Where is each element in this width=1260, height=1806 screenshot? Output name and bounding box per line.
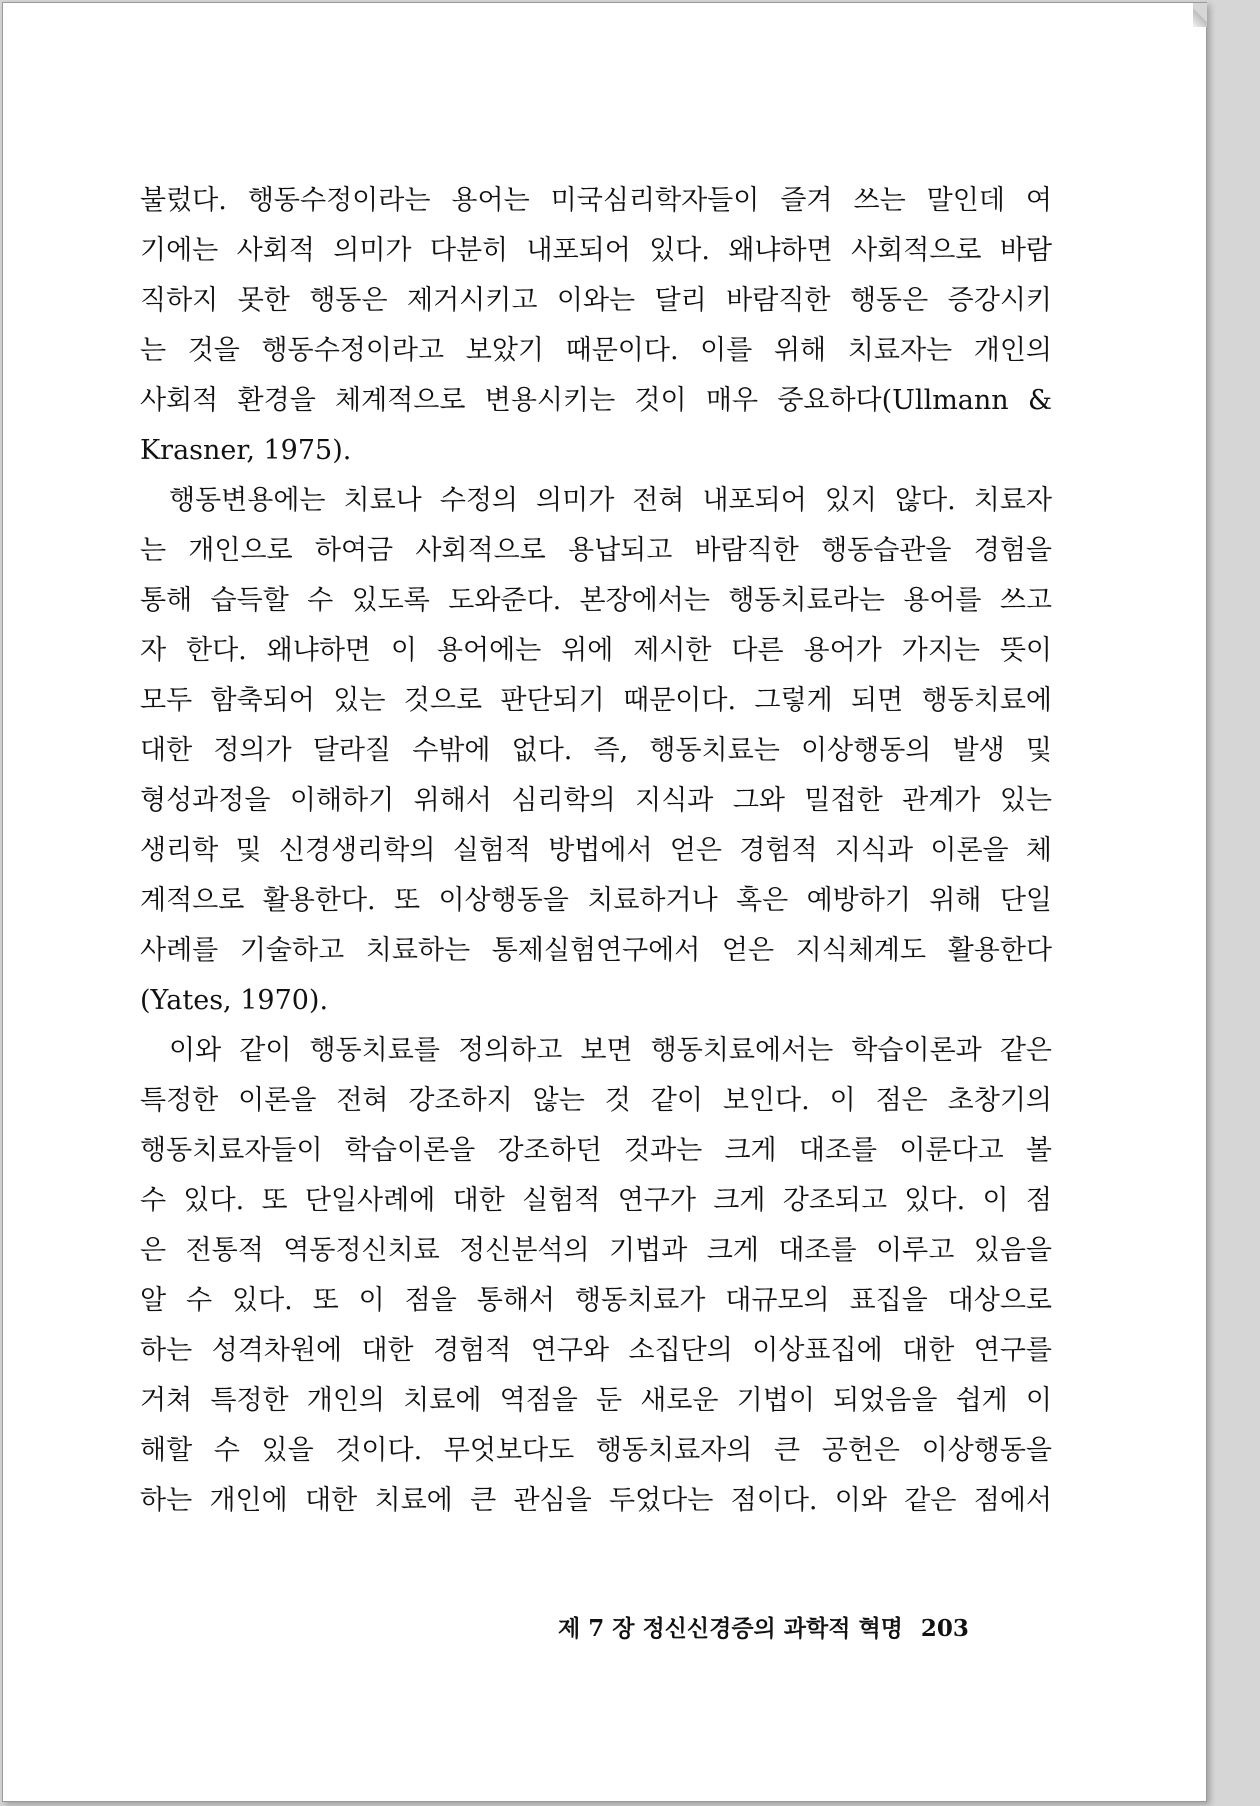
text-line: 하는 성격차원에 대한 경험적 연구와 소집단의 이상표집에 대한 연구를 <box>140 1335 1052 1366</box>
book-page <box>2 2 1207 1802</box>
text-line: 이와 같이 행동치료를 정의하고 보면 행동치료에서는 학습이론과 같은 <box>169 1035 1052 1066</box>
text-line: 거쳐 특정한 개인의 치료에 역점을 둔 새로운 기법이 되었음을 쉽게 이 <box>140 1385 1052 1416</box>
text-line: 해할 수 있을 것이다. 무엇보다도 행동치료자의 큰 공헌은 이상행동을 <box>140 1435 1052 1466</box>
running-head: 제 7 장 정신신경증의 과학적 혁명 <box>558 1615 903 1642</box>
text-line: 생리학 및 신경생리학의 실험적 방법에서 얻은 경험적 지식과 이론을 체 <box>140 835 1052 866</box>
text-line: 행동치료자들이 학습이론을 강조하던 것과는 크게 대조를 이룬다고 볼 <box>140 1135 1052 1166</box>
page-corner-fold <box>1193 3 1207 27</box>
text-line: 통해 습득할 수 있도록 도와준다. 본장에서는 행동치료라는 용어를 쓰고 <box>140 585 1052 616</box>
text-line: 자 한다. 왜냐하면 이 용어에는 위에 제시한 다른 용어가 가지는 뜻이 <box>140 635 1052 666</box>
text-line: 수 있다. 또 단일사례에 대한 실험적 연구가 크게 강조되고 있다. 이 점 <box>140 1185 1052 1216</box>
page-footer <box>558 1610 1018 1643</box>
text-line: 사례를 기술하고 치료하는 통제실험연구에서 얻은 지식체계도 활용한다 <box>140 935 1052 966</box>
text-line: (Yates, 1970). <box>140 985 329 1016</box>
text-line: 모두 함축되어 있는 것으로 판단되기 때문이다. 그렇게 되면 행동치료에 <box>140 685 1052 716</box>
body-text <box>140 176 1052 1526</box>
page-number: 203 <box>920 1615 969 1642</box>
text-line: 기에는 사회적 의미가 다분히 내포되어 있다. 왜냐하면 사회적으로 바람 <box>140 235 1052 266</box>
text-line: 불렀다. 행동수정이라는 용어는 미국심리학자들이 즐겨 쓰는 말인데 여 <box>140 185 1052 216</box>
text-line: 특정한 이론을 전혀 강조하지 않는 것 같이 보인다. 이 점은 초창기의 <box>140 1085 1052 1116</box>
text-line: 는 것을 행동수정이라고 보았기 때문이다. 이를 위해 치료자는 개인의 <box>140 335 1052 366</box>
text-line: 사회적 환경을 체계적으로 변용시키는 것이 매우 중요하다(Ullmann & <box>140 385 1052 416</box>
text-line: 하는 개인에 대한 치료에 큰 관심을 두었다는 점이다. 이와 같은 점에서 <box>140 1485 1052 1516</box>
text-line: 대한 정의가 달라질 수밖에 없다. 즉, 행동치료는 이상행동의 발생 및 <box>140 735 1052 766</box>
text-line: 은 전통적 역동정신치료 정신분석의 기법과 크게 대조를 이루고 있음을 <box>140 1235 1052 1266</box>
text-line: Krasner, 1975). <box>140 435 352 466</box>
text-line: 형성과정을 이해하기 위해서 심리학의 지식과 그와 밀접한 관계가 있는 <box>140 785 1052 816</box>
text-line: 계적으로 활용한다. 또 이상행동을 치료하거나 혹은 예방하기 위해 단일 <box>140 885 1052 916</box>
text-line: 행동변용에는 치료나 수정의 의미가 전혀 내포되어 있지 않다. 치료자 <box>169 485 1052 516</box>
text-line: 는 개인으로 하여금 사회적으로 용납되고 바람직한 행동습관을 경험을 <box>140 535 1052 566</box>
text-line: 직하지 못한 행동은 제거시키고 이와는 달리 바람직한 행동은 증강시키 <box>140 285 1052 316</box>
text-line: 알 수 있다. 또 이 점을 통해서 행동치료가 대규모의 표집을 대상으로 <box>140 1285 1052 1316</box>
